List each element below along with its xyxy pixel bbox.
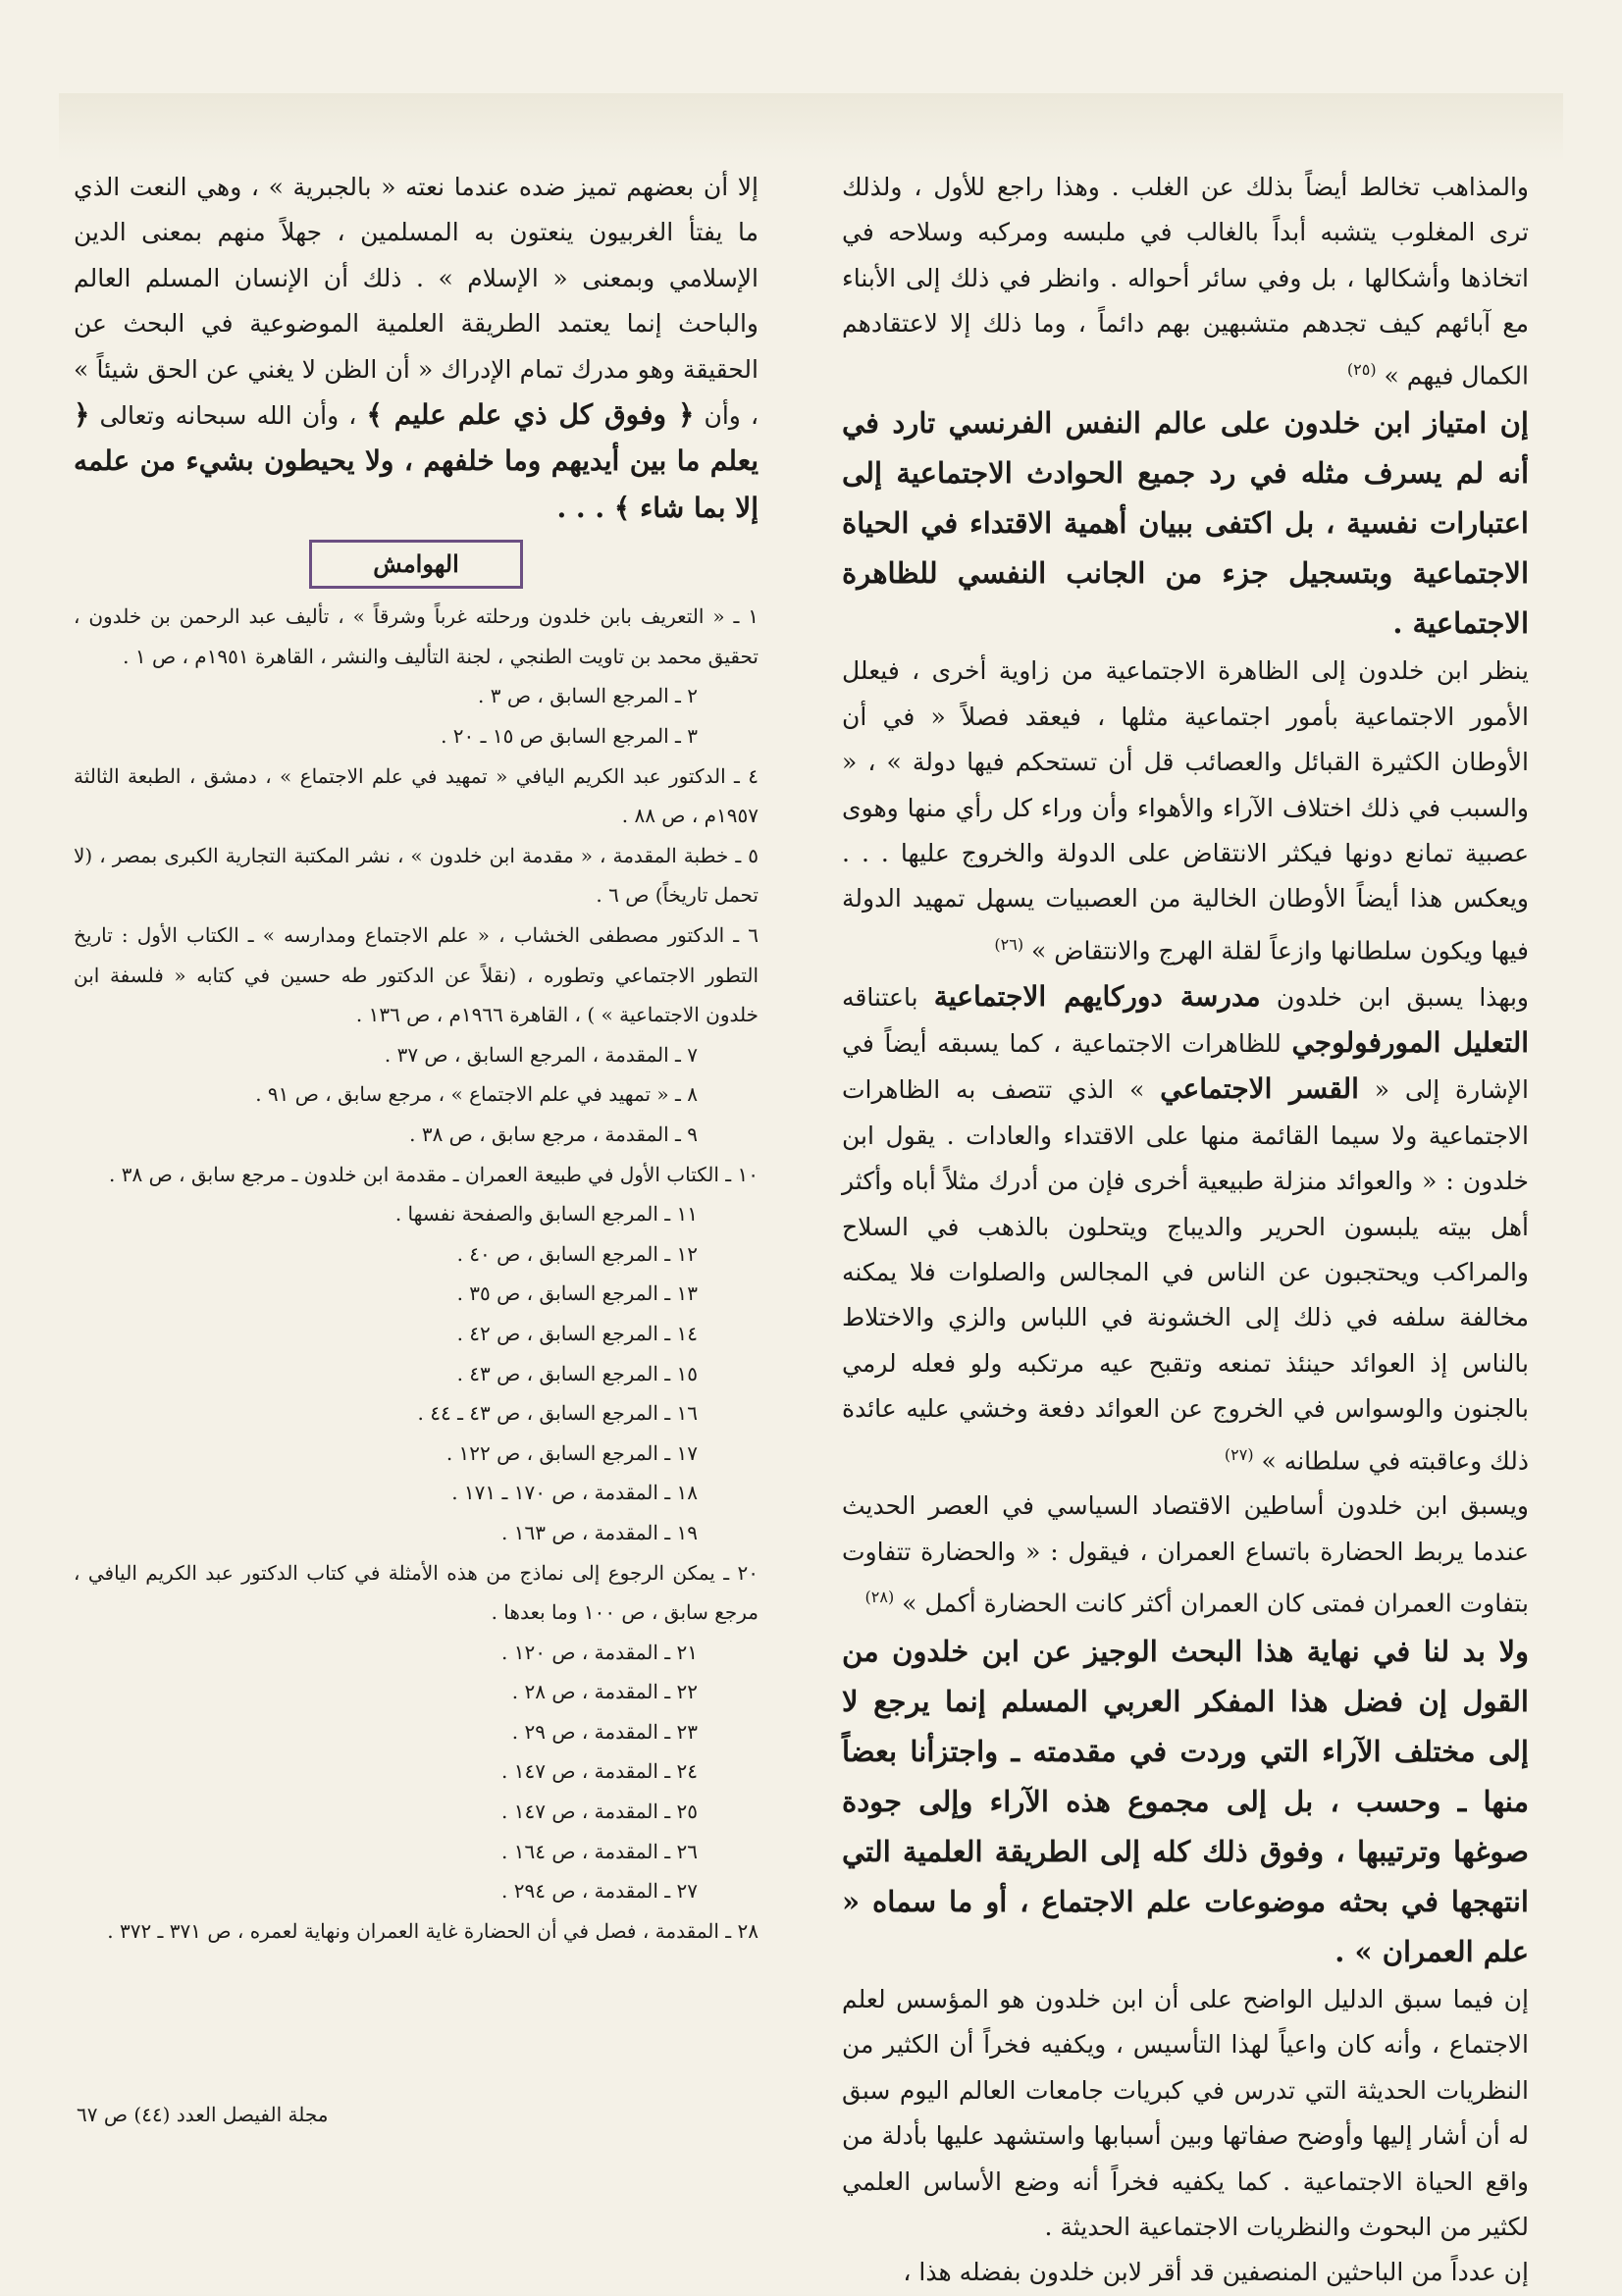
footnote-item: ٢٨ ـ المقدمة ، فصل في أن الحضارة غاية العمران ونهاية لعمره ، ص ٣٧١ ـ ٣٧٢ . <box>107 1918 759 1943</box>
left-column <box>74 165 759 1951</box>
right-paragraph-2: إن امتياز ابن خلدون على عالم النفس الفرنسي تارد في أنه لم يسرف مثله في رد جميع الحوادث الاجتماعية إلى اعتبارات نفسية ، بل اكتفى ببيان أهمية الاقتداء في الحياة الاجتماعية وبتسجيل جزء من الجانب النفسي للظاهرة الاجتماعية . <box>842 406 1529 641</box>
right-paragraph-8: إن عدداً من الباحثين المنصفين قد أقر لابن خلدون بفضله هذا ، <box>903 2258 1529 2287</box>
footnote-item: ١١ ـ المرجع السابق والصفحة نفسها . <box>394 1202 698 1226</box>
quran-quote-1: ﴿ وفوق كل ذي علم عليم ﴾ <box>366 398 695 432</box>
emphasis-morphology: التعليل المورفولوجي <box>1291 1025 1530 1059</box>
left-paragraph-1 <box>74 165 759 532</box>
footnote-item: ١٠ ـ الكتاب الأول في طبيعة العمران ـ مقدمة ابن خلدون ـ مرجع سابق ، ص ٣٨ . <box>109 1162 759 1186</box>
footnote-item: ٢٤ ـ المقدمة ، ص ١٤٧ . <box>501 1759 698 1784</box>
right-paragraph-4 <box>842 974 1529 1485</box>
footnote-item: ١٦ ـ المرجع السابق ، ص ٤٣ ـ ٤٤ . <box>417 1401 698 1426</box>
footnote-item: ١٧ ـ المرجع السابق ، ص ١٢٢ . <box>445 1440 698 1465</box>
paragraph-text: والمذاهب تخالط أيضاً بذلك عن الغلب . وهذا راجع للأول ، ولذلك ترى المغلوب يتشبه أبداً بالغالب في ملبسه ومركبه وسلاحه في اتخاذها وأشكالها ، بل وفي سائر أحواله . وانظر في ذلك إلى الأبناء مع آبائهم كيف تجدهم متشبهين بهم دائماً ، وما ذلك إلا لاعتقادهم الكمال فيهم » <box>842 173 1529 390</box>
footnote-item: ٥ ـ خطبة المقدمة ، « مقدمة ابن خلدون » ، نشر المكتبة التجارية الكبرى بمصر ، (لا تحمل تاريخاً) ص ٦ . <box>74 843 759 908</box>
paragraph-text: للظاهرات الاجتماعية ، كما يسبقه أيضاً في الإشارة إلى « <box>842 1028 1529 1105</box>
page-top-band <box>59 93 1563 162</box>
page-footer: مجلة الفيصل العدد (٤٤) ص ٦٧ <box>77 2103 329 2126</box>
right-paragraph-5 <box>842 1484 1529 1627</box>
footnote-item: ٢٠ ـ يمكن الرجوع إلى نماذج من هذه الأمثلة في كتاب الدكتور عبد الكريم اليافي ، مرجع سابق ، ص ١٠٠ وما بعدها . <box>74 1560 759 1625</box>
footnote-item: ١ ـ « التعريف بابن خلدون ورحلته غرباً وشرقاً » ، تأليف عبد الرحمن بن خلدون ، تحقيق محمد بن تاويت الطنجي ، لجنة التأليف والنشر ، القاهرة ١٩٥١م ، ص ١ . <box>74 604 759 668</box>
emphasis-social-constraint: القسر الاجتماعي <box>1160 1072 1359 1106</box>
footnote-item: ٢١ ـ المقدمة ، ص ١٢٠ . <box>501 1640 698 1664</box>
paragraph-text: ينظر ابن خلدون إلى الظاهرة الاجتماعية من زاوية أخرى ، فيعلل الأمور الاجتماعية بأمور اجتماعية مثلها ، فيعقد فصلاً « في أن الأوطان الكثيرة القبائل والعصائب قل أن تستحكم فيها دولة » ، « والسبب في ذلك اختلاف الآراء والأهواء وأن وراء كل رأي منها وهوى عصبية تمانع دونها فيكثر الانتقاض على الدولة والخروج عليها . . . ويعكس هذا أيضاً الأوطان الخالية من العصبيات يسهل تمهيد الدولة فيها ويكون سلطانها وازعاً لقلة الهرج والانتقاض » <box>842 656 1529 965</box>
paragraph-text: ، وأن الله سبحانه وتعالى <box>99 401 357 431</box>
paragraph-text: وبهذا يسبق ابن خلدون <box>1276 982 1529 1012</box>
footnote-item: ٣ ـ المرجع السابق ص ١٥ ـ ٢٠ . <box>441 724 698 749</box>
footnote-item: ١٥ ـ المرجع السابق ، ص ٤٣ . <box>456 1361 698 1385</box>
footnote-item: ٢٦ ـ المقدمة ، ص ١٦٤ . <box>501 1839 698 1863</box>
notes-title: الهوامش <box>309 540 523 589</box>
paragraph-text: » الذي تتصف به الظاهرات الاجتماعية ولا سيما القائمة منها على الاقتداء والعادات . يقول ابن خلدون : « والعوائد منزلة طبيعية أخرى فإن من أدرك مثلاً أباه وأكثر أهل بيته يلبسون الحرير والديباج ويتحلون بالذهب في السلاح والمراكب ويحتجبون عن الناس في المجالس والصلوات فلا يمكنه مخالفة سلفه في ذلك إلى الخشونة في اللباس والزي والاختلاط بالناس إذ العوائد حينئذ تمنعه وتقبح عيه مرتكبه ولو فعله لرمي بالجنون والوسواس في الخروج عن العوائد دفعة وخشي عليه عائدة ذلك وعاقبته في سلطانه » <box>842 1075 1529 1475</box>
footnote-item: ٢٥ ـ المقدمة ، ص ١٤٧ . <box>501 1800 698 1824</box>
footnote-item: ٩ ـ المقدمة ، مرجع سابق ، ص ٣٨ . <box>409 1122 698 1146</box>
footnote-item: ٧ ـ المقدمة ، المرجع السابق ، ص ٣٧ . <box>384 1042 698 1067</box>
right-paragraph-1 <box>842 165 1529 398</box>
paragraph-text: ويسبق ابن خلدون أساطين الاقتصاد السياسي في العصر الحديث عندما يربط الحضارة باتساع العمران ، فيقول : « والحضارة تتفاوت بتفاوت العمران فمتى كان العمران أكثر كانت الحضارة أكمل » <box>842 1491 1529 1618</box>
quran-quote-2: ﴿ يعلم ما بين أيديهم وما خلفهم ، ولا يحيطون بشيء من علمه إلا بما شاء ﴾ . . . <box>74 398 759 524</box>
right-paragraph-3 <box>842 649 1529 973</box>
footnote-item: ٢٣ ـ المقدمة ، ص ٢٩ . <box>511 1719 698 1744</box>
footnote-item: ٤ ـ الدكتور عبد الكريم اليافي « تمهيد في علم الاجتماع » ، دمشق ، الطبعة الثالثة ١٩٥٧م ، ص ٨٨ . <box>74 763 759 828</box>
right-paragraph-6: ولا بد لنا في نهاية هذا البحث الوجيز عن ابن خلدون من القول إن فضل هذا المفكر العربي المسلم إنما يرجع لا إلى مختلف الآراء التي وردت في مقدمته ـ واجتزأنا بعضاً منها ـ وحسب ، بل إلى مجموع هذه الآراء وإلى جودة صوغها وترتيبها ، وفوق ذلك كله إلى الطريقة العلمية التي انتهجها في بحثه موضوعات علم الاجتماع ، أو ما سماه « علم العمران » . <box>842 1634 1529 1968</box>
footnote-item: ١٤ ـ المرجع السابق ، ص ٤٢ . <box>456 1321 698 1345</box>
footnote-ref: (٢٨) <box>864 1588 895 1607</box>
footnote-ref: (٢٦) <box>994 934 1024 954</box>
paragraph-text: باعتناقه <box>842 982 918 1012</box>
footnote-item: ١٢ ـ المرجع السابق ، ص ٤٠ . <box>456 1241 698 1266</box>
paragraph-text: إلا أن بعضهم تميز ضده عندما نعته « بالجبرية » ، وهي النعت الذي ما يفتأ الغربيون ينعتون به المسلمين ، جهلاً منهم بمعنى الدين الإسلامي وبمعنى « الإسلام » . ذلك أن الإنسان المسلم العالم والباحث إنما يعتمد الطريقة العلمية الموضوعية في البحث عن الحقيقة وهو مدرك تمام الإدراك « أن الظن لا يغني عن الحق شيئاً » ، وأن <box>74 173 759 431</box>
emphasis-durkheim: مدرسة دوركايهم الاجتماعية <box>933 979 1261 1013</box>
footnote-item: ٦ ـ الدكتور مصطفى الخشاب ، « علم الاجتماع ومدارسه » ـ الكتاب الأول : تاريخ التطور الاجتماعي وتطوره ، (نقلاً عن الدكتور طه حسين في كتابه « فلسفة ابن خلدون الاجتماعية » ) ، القاهرة ١٩٦٦م ، ص ١٣٦ . <box>74 923 759 1027</box>
footnote-item: ٢٢ ـ المقدمة ، ص ٢٨ . <box>511 1680 698 1704</box>
footnote-item: ١٩ ـ المقدمة ، ص ١٦٣ . <box>501 1520 698 1544</box>
footnotes-list <box>74 597 759 1951</box>
right-column <box>842 165 1529 2296</box>
footnote-item: ٨ ـ « تمهيد في علم الاجتماع » ، مرجع سابق ، ص ٩١ . <box>255 1082 698 1107</box>
footnote-item: ٢٧ ـ المقدمة ، ص ٢٩٤ . <box>501 1879 698 1904</box>
footnote-item: ١٣ ـ المرجع السابق ، ص ٣٥ . <box>456 1281 698 1306</box>
footnote-item: ١٨ ـ المقدمة ، ص ١٧٠ ـ ١٧١ . <box>451 1481 698 1505</box>
footnote-item: ٢ ـ المرجع السابق ، ص ٣ . <box>478 684 698 708</box>
right-paragraph-7: إن فيما سبق الدليل الواضح على أن ابن خلدون هو المؤسس لعلم الاجتماع ، وأنه كان واعياً لهذا التأسيس ، ويكفيه فخراً أن الكثير من النظريات الحديثة التي تدرس في كبريات جامعات العالم اليوم سبق له أن أشار إليها وأوضح صفاتها وبين أسبابها واستشهد عليها بأدلة من واقع الحياة الاجتماعية . كما يكفيه فخراً أنه وضع الأساس العلمي لكثير من البحوث والنظريات الاجتماعية الحديثة . <box>842 1984 1529 2241</box>
footnote-ref: (٢٥) <box>1346 359 1377 379</box>
footnote-ref: (٢٧) <box>1224 1444 1254 1464</box>
